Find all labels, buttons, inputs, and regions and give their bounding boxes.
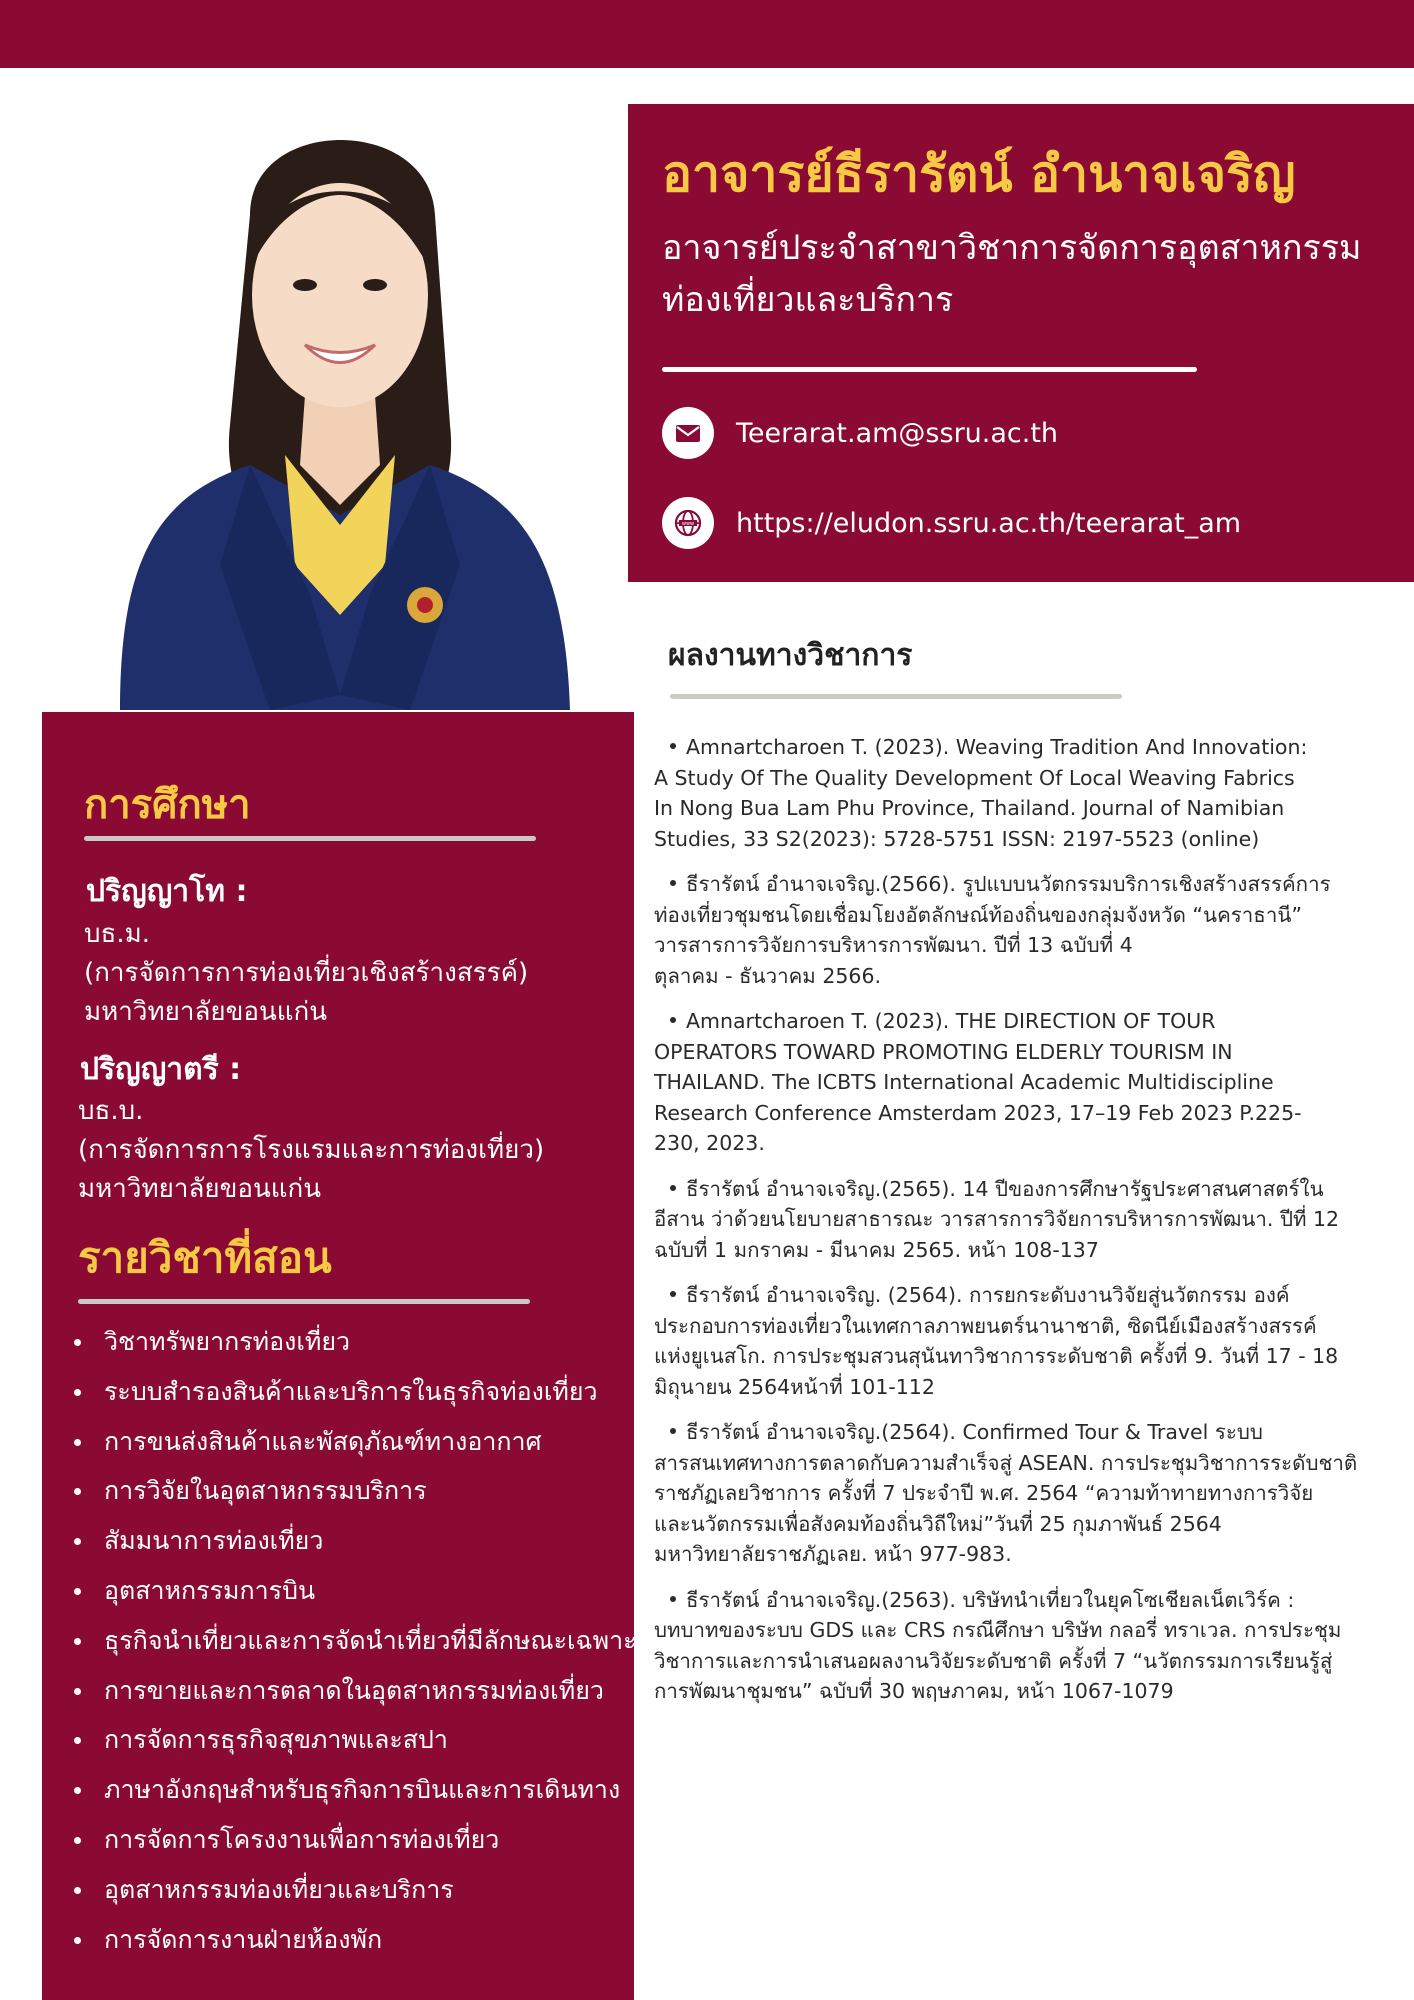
- email-link[interactable]: Teerarat.am@ssru.ac.th: [736, 417, 1059, 449]
- publication-line: [654, 1174, 1366, 1205]
- publication-line: A Study Of The Quality Development Of Local Weaving Fabrics: [654, 765, 1295, 790]
- publication-entry: [654, 1006, 1366, 1159]
- publication-line: [654, 1006, 1366, 1037]
- publication-text: Amnartcharoen T. (2023). Weaving Tradition And Innovation:: [686, 735, 1308, 759]
- degree-line: มหาวิทยาลัยขอนแก่น: [84, 997, 328, 1027]
- bullet-icon: [670, 1017, 676, 1023]
- role-line: อาจารย์ประจำสาขาวิชาการจัดการอุตสาหกรรม: [662, 228, 1362, 268]
- svg-text:www: www: [681, 521, 695, 527]
- degree-line: มหาวิทยาลัยขอนแก่น: [78, 1174, 322, 1204]
- publication-line: OPERATORS TOWARD PROMOTING ELDERLY TOURISM IN: [654, 1039, 1233, 1064]
- course-item: การขนส่งสินค้าและพัสดุภัณฑ์ทางอากาศ: [72, 1417, 632, 1467]
- publication-line: ราชภัฏเลยวิชาการ ครั้งที่ 7 ประจำปี พ.ศ. 2564 “ความท้าทายทางการวิจัย: [654, 1481, 1314, 1505]
- bullet-icon: [670, 1428, 676, 1434]
- globe-www-icon: [662, 497, 714, 549]
- website-link[interactable]: https://eludon.ssru.ac.th/teerarat_am: [736, 507, 1242, 539]
- course-item: อุตสาหกรรมการบิน: [72, 1566, 632, 1616]
- works-title: ผลงานทางวิชาการ: [668, 638, 913, 673]
- publication-line: [654, 1585, 1366, 1616]
- publication-line: [654, 1280, 1366, 1311]
- publication-line: การพัฒนาชุมชน” ฉบับที่ 30 พฤษภาคม, หน้า 1067-1079: [654, 1679, 1174, 1703]
- publication-line: มหาวิทยาลัยราชภัฏเลย. หน้า 977-983.: [654, 1542, 1012, 1566]
- publication-line: ฉบับที่ 1 มกราคม - มีนาคม 2565. หน้า 108-137: [654, 1237, 1099, 1262]
- publication-text: ธีรารัตน์ อำนาจเจริญ.(2564). Confirmed Tour & Travel ระบบ: [686, 1420, 1263, 1444]
- email-row: [662, 407, 1058, 459]
- education-title: การศึกษา: [84, 782, 251, 828]
- top-banner: [0, 0, 1414, 68]
- course-item: การจัดการงานฝ่ายห้องพัก: [72, 1915, 632, 1965]
- education-divider: [84, 836, 536, 841]
- course-item: การจัดการโครงงานเพื่อการท่องเที่ยว: [72, 1815, 632, 1865]
- master-degree-details: [84, 915, 528, 1032]
- works-divider: [670, 694, 1122, 699]
- publication-line: ท่องเที่ยวชุมชนโดยเชื่อมโยงอัตลักษณ์ท้องถิ่นของกลุ่มจังหวัด “นคราธานี”: [654, 902, 1302, 927]
- course-item: ระบบสำรองสินค้าและบริการในธุรกิจท่องเที่ยว: [72, 1367, 632, 1417]
- profile-photo: [100, 95, 580, 710]
- works-list: [654, 732, 1366, 1722]
- course-item: การวิจัยในอุตสาหกรรมบริการ: [72, 1466, 632, 1516]
- publication-text: ธีรารัตน์ อำนาจเจริญ.(2566). รูปแบบนวัตกรรมบริการเชิงสร้างสรรค์การ: [686, 872, 1331, 896]
- role-line: ท่องเที่ยวและบริการ: [662, 280, 954, 320]
- publication-line: แห่งยูเนสโก. การประชุมสวนสุนันทาวิชาการระดับชาติ ครั้งที่ 9. วันที่ 17 - 18: [654, 1344, 1339, 1368]
- header-divider: [662, 367, 1197, 372]
- publication-entry: [654, 1417, 1366, 1570]
- publication-line: วิชาการและการนำเสนอผลงานวิจัยระดับชาติ ครั้งที่ 7 “นวัตกรรมการเรียนรู้สู่: [654, 1648, 1333, 1673]
- publication-text: ธีรารัตน์ อำนาจเจริญ. (2564). การยกระดับงานวิจัยสู่นวัตกรรม องค์: [686, 1283, 1290, 1307]
- courses-divider: [78, 1299, 530, 1304]
- course-item: การขายและการตลาดในอุตสาหกรรมท่องเที่ยว: [72, 1666, 632, 1716]
- publication-line: ประกอบการท่องเที่ยวในเทศกาลภาพยนตร์นานาชาติ, ซิดนีย์เมืองสร้างสรรค์: [654, 1313, 1317, 1338]
- degree-line: บธ.ม.: [84, 919, 151, 949]
- bullet-icon: [670, 1291, 676, 1297]
- master-degree-label: ปริญญาโท :: [86, 874, 248, 909]
- bachelor-degree-details: [78, 1092, 544, 1209]
- publication-line: [654, 869, 1366, 900]
- degree-line: (การจัดการการโรงแรมและการท่องเที่ยว): [78, 1135, 545, 1165]
- publication-text: Amnartcharoen T. (2023). THE DIRECTION OF TOUR: [686, 1009, 1216, 1033]
- degree-line: (การจัดการการท่องเที่ยวเชิงสร้างสรรค์): [84, 958, 529, 988]
- publication-line: [654, 732, 1366, 763]
- publication-line: Studies, 33 S2(2023): 5728-5751 ISSN: 2197-5523 (online): [654, 826, 1260, 851]
- course-item: ภาษาอังกฤษสำหรับธุรกิจการบินและการเดินทาง: [72, 1765, 632, 1815]
- publication-line: [654, 1417, 1366, 1448]
- publication-line: สารสนเทศทางการตลาดกับความสำเร็จสู่ ASEAN. การประชุมวิชาการระดับชาติ: [654, 1450, 1358, 1475]
- person-name: อาจารย์ธีรารัตน์ อำนาจเจริญ: [662, 145, 1296, 203]
- course-item: สัมมนาการท่องเที่ยว: [72, 1516, 632, 1566]
- bullet-icon: [670, 1596, 676, 1602]
- bachelor-degree-label: ปริญญาตรี :: [80, 1052, 242, 1087]
- publication-line: ตุลาคม - ธันวาคม 2566.: [654, 963, 882, 988]
- envelope-icon: [662, 407, 714, 459]
- publication-line: In Nong Bua Lam Phu Province, Thailand. Journal of Namibian: [654, 796, 1285, 820]
- publication-entry: [654, 732, 1366, 854]
- publication-text: ธีรารัตน์ อำนาจเจริญ.(2565). 14 ปีของการศึกษารัฐประศาสนศาสตร์ใน: [686, 1176, 1324, 1201]
- course-item: วิชาทรัพยากรท่องเที่ยว: [72, 1317, 632, 1367]
- courses-list: [72, 1317, 637, 1964]
- publication-line: THAILAND. The ICBTS International Academic Multidiscipline: [654, 1070, 1274, 1094]
- publication-entry: [654, 1280, 1366, 1402]
- publication-line: วารสารการวิจัยการบริหารการพัฒนา. ปีที่ 13 ฉบับที่ 4: [654, 933, 1133, 957]
- publication-line: มิถุนายน 2564หน้าที่ 101-112: [654, 1374, 935, 1399]
- course-item: ธุรกิจนำเที่ยวและการจัดนำเที่ยวที่มีลักษณะเฉพาะ: [72, 1616, 632, 1666]
- course-item: การจัดการธุรกิจสุขภาพและสปา: [72, 1715, 632, 1765]
- publication-line: และนวัตกรรมเพื่อสังคมท้องถิ่นวิถีใหม่”วันที่ 25 กุมภาพันธ์ 2564: [654, 1511, 1222, 1536]
- publication-entry: [654, 1585, 1366, 1707]
- bullet-icon: [670, 743, 676, 749]
- publication-entry: [654, 1174, 1366, 1266]
- person-role: [662, 222, 1402, 326]
- bullet-icon: [670, 880, 676, 886]
- course-item: อุตสาหกรรมท่องเที่ยวและบริการ: [72, 1865, 632, 1915]
- degree-line: บธ.บ.: [78, 1096, 144, 1126]
- courses-title: รายวิชาที่สอน: [78, 1233, 332, 1282]
- publication-line: Research Conference Amsterdam 2023, 17–19 Feb 2023 P.225-: [654, 1100, 1302, 1125]
- bullet-icon: [670, 1185, 676, 1191]
- publication-line: 230, 2023.: [654, 1131, 765, 1155]
- website-row: [662, 497, 1241, 549]
- publication-line: บทบาทของระบบ GDS และ CRS กรณีศึกษา บริษัท กลอรี่ ทราเวล. การประชุม: [654, 1618, 1342, 1642]
- publication-entry: [654, 869, 1366, 991]
- publication-line: อีสาน ว่าด้วยนโยบายสาธารณะ วารสารการวิจัยการบริหารการพัฒนา. ปีที่ 12: [654, 1207, 1340, 1231]
- publication-text: ธีรารัตน์ อำนาจเจริญ.(2563). บริษัทนำเที่ยวในยุคโซเชียลเน็ตเวิร์ค :: [686, 1587, 1295, 1612]
